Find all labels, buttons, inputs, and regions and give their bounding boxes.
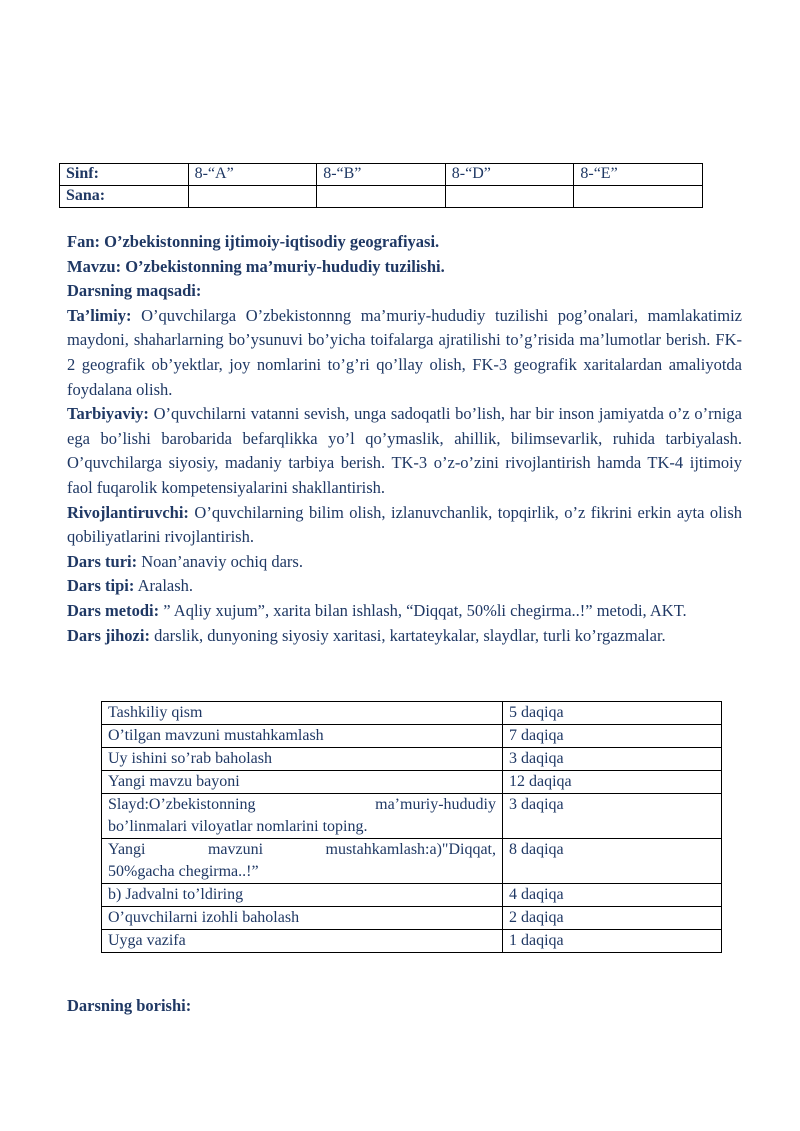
duration-cell: 3 daqiqa bbox=[503, 748, 722, 771]
table-row bbox=[102, 930, 722, 953]
lesson-type-label: Dars turi: bbox=[67, 551, 138, 571]
table-row bbox=[102, 884, 722, 907]
upbringing-goal bbox=[67, 402, 742, 500]
goals-heading: Darsning maqsadi: bbox=[67, 281, 202, 301]
table-row bbox=[60, 186, 703, 208]
activity-cell: b) Jadvalni to’ldiring bbox=[102, 884, 503, 907]
table-row bbox=[102, 748, 722, 771]
lesson-method bbox=[67, 599, 742, 624]
duration-cell: 12 daqiqa bbox=[503, 771, 722, 794]
table-row bbox=[102, 839, 722, 884]
table-row bbox=[102, 907, 722, 930]
activity-cell: Tashkiliy qism bbox=[102, 702, 503, 725]
lesson-kind-label: Dars tipi: bbox=[67, 576, 135, 596]
class-cell: 8-“E” bbox=[574, 164, 703, 186]
activity-cell bbox=[102, 794, 503, 839]
lesson-equipment bbox=[67, 624, 742, 649]
lesson-progress-heading: Darsning borishi: bbox=[67, 996, 192, 1015]
developmental-goal-text: O’quvchilarning bilim olish, izlanuvchanlik, topqirlik, o’z fikrini erkin ayta olish qobiliyatlarini rivojlantirish. bbox=[67, 502, 742, 547]
duration-cell: 5 daqiqa bbox=[503, 702, 722, 725]
upbringing-goal-text: O’quvchilarni vatanni sevish, unga sadoqatli bo’lish, har bir inson jamiyatda o’z o’rniga ega bo’lishi barobarida befarqlikka yo’l qo’ymaslik, ahillik, bilimsevarlik, ruhida tarbiyalash. O’quvchilarga siyosiy, madaniy tarbiya berish. TK-3 o’z-o’zini rivojlantirish hamda TK-4 ijtimoiy faol fuqarolik kompetensiyalarini shakllantirish. bbox=[67, 404, 742, 497]
activity-line: Yangi mavzuni mustahkamlash:a)"Diqqat, bbox=[108, 841, 496, 858]
activity-cell: Yangi mavzu bayoni bbox=[102, 771, 503, 794]
lesson-type-text: Noan’anaviy ochiq dars. bbox=[137, 551, 303, 571]
duration-cell: 4 daqiqa bbox=[503, 884, 722, 907]
lesson-method-text: ” Aqliy xujum”, xarita bilan ishlash, “Diqqat, 50%li chegirma..!” metodi, AKT. bbox=[159, 600, 687, 620]
lesson-equipment-text: darslik, dunyoning siyosiy xaritasi, kartateykalar, slaydlar, turli ko’rgazmalar. bbox=[149, 625, 666, 645]
duration-cell: 8 daqiqa bbox=[503, 839, 722, 884]
lesson-kind-text: Aralash. bbox=[134, 576, 194, 596]
duration-cell: 7 daqiqa bbox=[503, 725, 722, 748]
lesson-plan-body bbox=[67, 230, 742, 648]
developmental-goal-label: Rivojlantiruvchi: bbox=[67, 502, 189, 522]
lesson-kind bbox=[67, 574, 742, 599]
date-cell bbox=[445, 186, 574, 208]
activity-cell: Uyga vazifa bbox=[102, 930, 503, 953]
date-cell bbox=[574, 186, 703, 208]
duration-cell: 2 daqiqa bbox=[503, 907, 722, 930]
educational-goal-label: Ta’limiy: bbox=[67, 305, 132, 325]
upbringing-goal-label: Tarbiyaviy: bbox=[67, 404, 149, 424]
duration-cell: 1 daqiqa bbox=[503, 930, 722, 953]
table-row bbox=[102, 702, 722, 725]
educational-goal bbox=[67, 304, 742, 402]
date-cell bbox=[317, 186, 446, 208]
lesson-timing-table bbox=[101, 701, 722, 953]
subject-heading: Fan: O’zbekistonning ijtimoiy-iqtisodiy geografiyasi. bbox=[67, 232, 440, 251]
sinf-label: Sinf: bbox=[60, 164, 189, 186]
activity-line: bo’linmalari viloyatlar nomlarini toping. bbox=[108, 818, 368, 835]
sana-label: Sana: bbox=[60, 186, 189, 208]
table-row bbox=[102, 794, 722, 839]
activity-line: Slayd:O’zbekistonning ma’muriy-hududiy bbox=[108, 796, 496, 813]
activity-line: 50%gacha chegirma..!” bbox=[108, 863, 259, 880]
activity-cell: Uy ishini so’rab baholash bbox=[102, 748, 503, 771]
lesson-method-label: Dars metodi: bbox=[67, 600, 160, 620]
educational-goal-text: O’quvchilarga O’zbekistonnng ma’muriy-hududiy tuzilishi pog’onalari, mamlakatimiz maydoni, shaharlarning bo’ysunuvi bo’yicha toifalarga ajratilishi to’g’risida ma’lumotlar berish. FK-2 geografik ob’yektlar, joy nomlarini to’g’ri qo’llay olish, FK-3 geografik xaritalardan amaliyotda foydalana olish. bbox=[67, 305, 742, 399]
activity-cell: O’quvchilarni izohli baholash bbox=[102, 907, 503, 930]
table-row bbox=[102, 771, 722, 794]
table-row bbox=[102, 725, 722, 748]
topic-heading: Mavzu: O’zbekistonning ma’muriy-hududiy tuzilishi. bbox=[67, 256, 445, 276]
class-date-table bbox=[59, 163, 703, 208]
lesson-type bbox=[67, 550, 742, 575]
date-cell bbox=[188, 186, 317, 208]
activity-cell: O’tilgan mavzuni mustahkamlash bbox=[102, 725, 503, 748]
table-row bbox=[60, 164, 703, 186]
duration-cell: 3 daqiqa bbox=[503, 794, 722, 839]
class-cell: 8-“B” bbox=[317, 164, 446, 186]
activity-cell bbox=[102, 839, 503, 884]
lesson-equipment-label: Dars jihozi: bbox=[67, 625, 150, 645]
developmental-goal bbox=[67, 501, 742, 550]
class-cell: 8-“A” bbox=[188, 164, 317, 186]
class-cell: 8-“D” bbox=[445, 164, 574, 186]
